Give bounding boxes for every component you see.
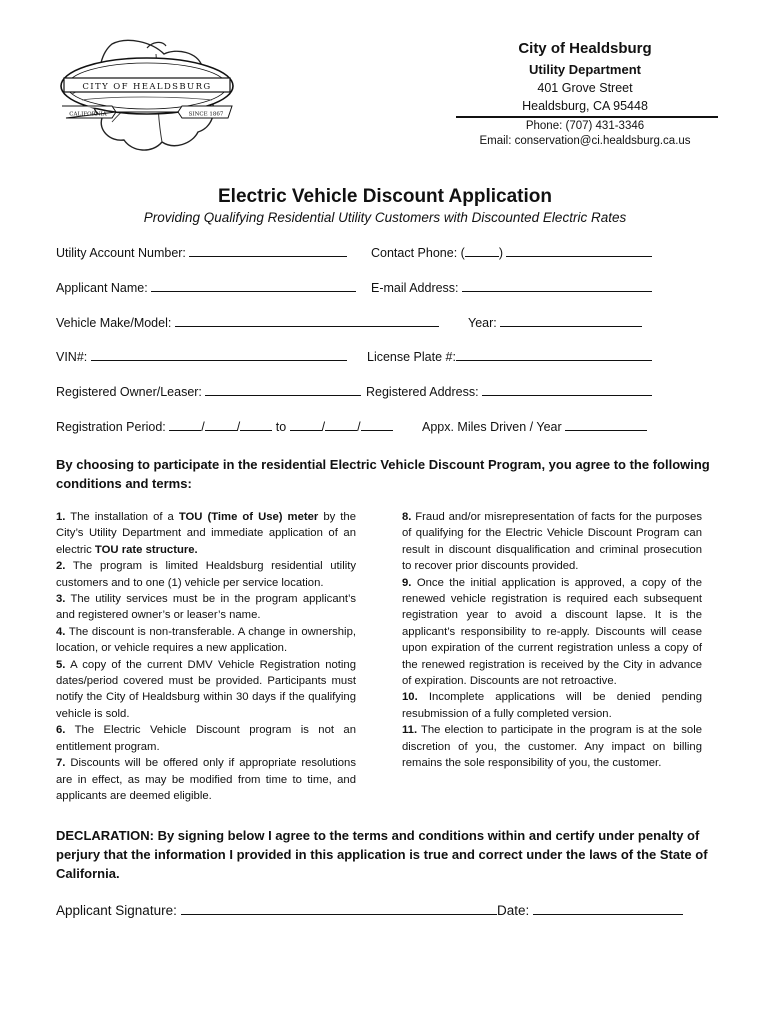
applicant-name-label: Applicant Name: (56, 281, 148, 295)
term-item: 5. A copy of the current DMV Vehicle Registration noting dates/period covered must be provided. Participants must notify the City of Healdsburg within 30 days if the qualifying vehicle is sold. (56, 658, 356, 720)
account-number-input[interactable] (189, 244, 347, 257)
reg-start-month-input[interactable] (169, 418, 201, 431)
terms-right-column (402, 509, 702, 772)
license-plate-label: License Plate #: (367, 350, 456, 364)
vin-field[interactable] (56, 348, 347, 364)
registered-address-field[interactable] (366, 383, 652, 399)
miles-driven-field[interactable] (422, 418, 647, 434)
reg-end-month-input[interactable] (290, 418, 322, 431)
registered-address-label: Registered Address: (366, 385, 479, 399)
reg-end-day-input[interactable] (325, 418, 357, 431)
term-item: 10. Incomplete applications will be denied pending resubmission of a fully completed version. (402, 691, 702, 720)
contact-phone-field[interactable] (371, 244, 652, 260)
term-item: 6. The Electric Vehicle Discount program is not an entitlement program. (56, 724, 356, 753)
license-plate-field[interactable] (367, 348, 652, 364)
date-slash: / (201, 420, 205, 434)
vehicle-make-model-label: Vehicle Make/Model: (56, 316, 172, 330)
reg-start-day-input[interactable] (205, 418, 237, 431)
registration-period-label: Registration Period: (56, 420, 166, 434)
signature-label: Applicant Signature: (56, 903, 177, 918)
date-slash: / (357, 420, 361, 434)
header-city: City of Healdsburg (518, 40, 652, 57)
term-item: 1. The installation of a TOU (Time of Use) meter by the City’s Utility Department and immediate application of an electric TOU rate structure. (56, 511, 356, 556)
logo-city-text: CITY OF HEALDSBURG (82, 82, 212, 92)
registration-to-label: to (275, 420, 287, 434)
year-input[interactable] (500, 314, 642, 327)
vin-input[interactable] (91, 348, 347, 361)
logo-right-text: SINCE 1867 (188, 111, 224, 118)
registered-address-input[interactable] (482, 383, 652, 396)
header-department: Utility Department (529, 62, 641, 77)
year-field[interactable] (468, 314, 642, 330)
miles-driven-input[interactable] (565, 418, 647, 431)
city-seal-logo (52, 38, 242, 156)
year-label: Year: (468, 316, 497, 330)
account-number-field[interactable] (56, 244, 347, 260)
page-subtitle: Providing Qualifying Residential Utility Customers with Discounted Electric Rates (143, 210, 627, 225)
date-field[interactable] (497, 900, 683, 918)
registered-owner-field[interactable] (56, 383, 361, 399)
date-slash: / (236, 420, 241, 434)
reg-end-year-input[interactable] (361, 418, 393, 431)
term-item: 2. The program is limited Healdsburg residential utility customers and to one (1) vehicle per service location. (56, 560, 356, 589)
signature-field[interactable] (56, 900, 497, 918)
miles-driven-label: Appx. Miles Driven / Year (422, 420, 562, 434)
contact-phone-area-input[interactable] (465, 244, 499, 257)
declaration-text: DECLARATION: By signing below I agree to the terms and conditions within and certify under penalty of perjury that the information I provided in this application is true and correct under the laws of the State of California. (56, 828, 708, 881)
terms-intro: By choosing to participate in the residential Electric Vehicle Discount Program, you agree to the following conditions and terms: (56, 457, 710, 491)
registration-period-field[interactable] (56, 418, 393, 434)
header-email: Email: conservation@ci.healdsburg.ca.us (479, 135, 691, 147)
header-city-state-zip: Healdsburg, CA 95448 (522, 99, 648, 113)
term-item: 7. Discounts will be offered only if appropriate resolutions are in effect, as may be modified from time to time, and applicants are deemed eligible. (56, 757, 356, 802)
term-item: 9. Once the initial application is approved, a copy of the renewed vehicle registration is required each subsequent registration year to avoid a discount lapse. It is the applicant’s responsibility to re-apply. Discounts will cease upon expiration of the current registration unless a copy of the renewed registration is received by the City in advance of expiration. Discounts are not retroactive. (402, 576, 702, 688)
term-item: 8. Fraud and/or misrepresentation of facts for the purposes of qualifying for the Electric Vehicle Discount Program can result in discount disqualification and criminal prosecution to recover prior discounts provided. (402, 511, 702, 573)
signature-input[interactable] (181, 900, 497, 915)
email-address-field[interactable] (371, 279, 652, 295)
applicant-name-field[interactable] (56, 279, 356, 295)
applicant-name-input[interactable] (151, 279, 356, 292)
reg-start-year-input[interactable] (240, 418, 272, 431)
term-item: 11. The election to participate in the program is at the sole discretion of you, the customer. Any impact on billing remains the sole responsibility of you, the customer. (402, 724, 702, 770)
contact-phone-label: Contact Phone: ( (371, 246, 465, 260)
date-label: Date: (497, 903, 530, 918)
date-input[interactable] (533, 900, 683, 915)
vehicle-make-model-input[interactable] (175, 314, 439, 327)
page-title: Electric Vehicle Discount Application (218, 186, 552, 207)
email-address-label: E-mail Address: (371, 281, 459, 295)
license-plate-input[interactable] (456, 348, 652, 361)
account-number-label: Utility Account Number: (56, 246, 186, 260)
vin-label: VIN#: (56, 350, 88, 364)
email-address-input[interactable] (462, 279, 652, 292)
logo-left-text: CALIFORNIA (69, 111, 107, 118)
term-item: 3. The utility services must be in the program applicant’s and registered owner’s or leaser’s name. (56, 593, 356, 622)
header-phone: Phone: (707) 431-3346 (525, 120, 645, 132)
contact-phone-paren: ) (498, 246, 503, 260)
header-street: 401 Grove Street (537, 81, 633, 95)
term-item: 4. The discount is non-transferable. A change in ownership, location, or vehicle requires a new application. (56, 625, 356, 655)
registered-owner-label: Registered Owner/Leaser: (56, 385, 202, 399)
vehicle-make-model-field[interactable] (56, 314, 439, 330)
date-slash: / (321, 420, 326, 434)
registered-owner-input[interactable] (205, 383, 361, 396)
terms-left-column (56, 509, 356, 804)
header-divider (456, 116, 718, 118)
contact-phone-number-input[interactable] (506, 244, 652, 257)
